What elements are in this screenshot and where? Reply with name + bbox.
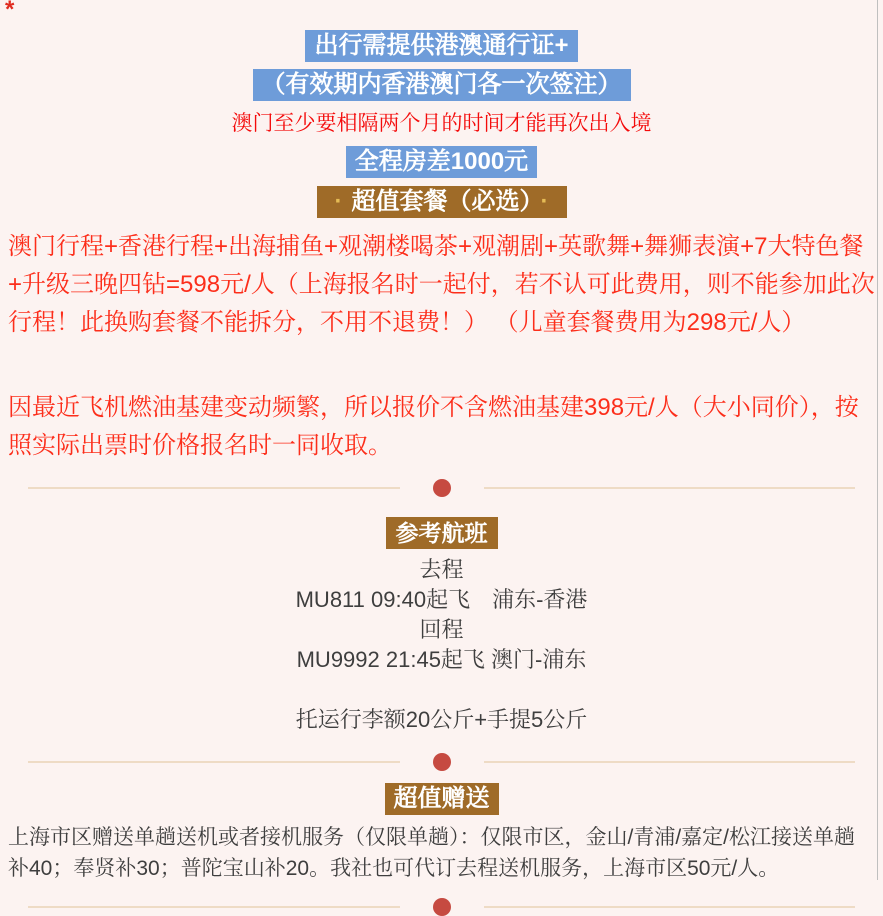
separator-line-right — [484, 761, 856, 763]
gifts-section — [0, 783, 883, 884]
separator-line-left — [28, 761, 400, 763]
separator-dot — [433, 479, 451, 497]
return-label: 回程 — [419, 617, 464, 642]
right-edge-border — [877, 0, 878, 880]
package-title-text: 超值套餐（必选） — [351, 188, 532, 215]
separator-dot — [433, 753, 451, 771]
return-flight: MU9992 21:45起飞 澳门-浦东 — [296, 647, 587, 672]
separator-line-left — [28, 906, 400, 908]
flights-section — [0, 517, 883, 735]
separator-line-right — [484, 487, 856, 489]
notice-section — [0, 0, 883, 218]
package-description: 澳门行程+香港行程+出海捕鱼+观潮楼喝茶+观潮剧+英歌舞+舞狮表演+7大特色餐+升级三晚四钻=598元/人（上海报名时一起付，若不认可此费用，则不能参加此次行程！此换购套餐不能拆分，不用不退费！） （儿童套餐费用为298元/人） — [8, 233, 875, 336]
gifts-header-badge: 超值赠送 — [385, 783, 499, 815]
baggage-allowance: 托运行李额20公斤+手提5公斤 — [295, 707, 588, 732]
macau-interval-note: 澳门至少要相隔两个月的时间才能再次出入境 — [231, 112, 652, 135]
outbound-label: 去程 — [419, 557, 464, 582]
gold-dot-left: · — [334, 188, 343, 215]
dot-separator — [28, 479, 855, 497]
gold-dot-right: · — [540, 188, 549, 215]
gifts-description: 上海市区赠送单趟送机或者接机服务（仅限单趟）：仅限市区，金山/青浦/嘉定/松江接送单趟补40；奉贤补30；普陀宝山补20。我社也可代订去程送机服务，上海市区50元/人。 — [8, 826, 855, 880]
fuel-surcharge-note: 因最近飞机燃油基建变动频繁，所以报价不含燃油基建398元/人（大小同价），按照实际出票时价格报名时一同收取。 — [8, 394, 859, 459]
separator-dot — [433, 898, 451, 916]
separator-line-right — [484, 906, 856, 908]
permit-notice-highlight: 出行需提供港澳通行证+ — [305, 30, 577, 62]
outbound-flight: MU811 09:40起飞 浦东-香港 — [295, 587, 588, 612]
required-asterisk-mark: * — [5, 0, 15, 23]
package-title-badge — [317, 186, 567, 218]
room-difference-badge: 全程房差1000元 — [346, 146, 537, 178]
visa-notice-highlight: （有效期内香港澳门各一次签注） — [253, 69, 631, 101]
dot-separator — [28, 753, 855, 771]
flights-header-badge: 参考航班 — [386, 517, 498, 549]
dot-separator-bottom — [28, 898, 855, 916]
separator-line-left — [28, 487, 400, 489]
